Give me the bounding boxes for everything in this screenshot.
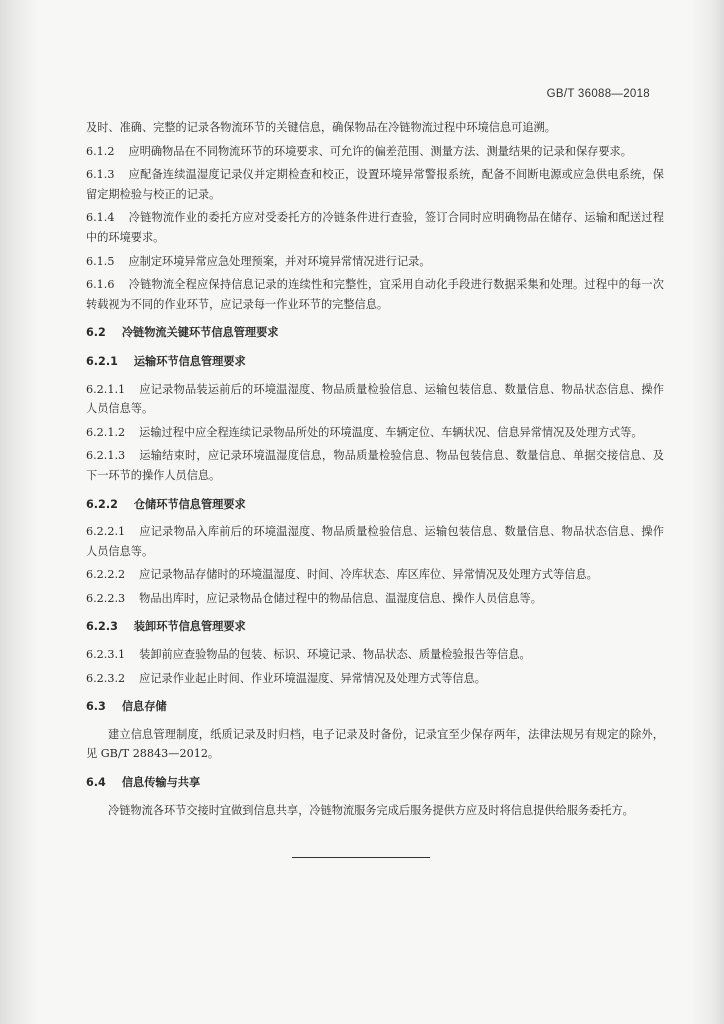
clause-number: 6.1.5 (86, 254, 115, 268)
clause-text: 冷链物流各环节交接时宜做到信息共享，冷链物流服务完成后服务提供方应及时将信息提供给服务委托方。 (108, 803, 634, 817)
clause-number: 6.2.1.2 (86, 425, 126, 439)
clause-text: 及时、准确、完整的记录各物流环节的关键信息，确保物品在冷链物流过程中环境信息可追溯。 (86, 121, 556, 134)
clause-paragraph (86, 645, 664, 665)
clause-text: 建立信息管理制度，纸质记录及时归档，电子记录及时备份，记录宜至少保存两年，法律法规另有规定的除外，见 GB/T 28843—2012。 (86, 727, 664, 761)
section-heading (86, 495, 664, 515)
clause-text: 应记录物品存储时的环境温湿度、时间、冷库状态、库区库位、异常情况及处理方式等信息。 (139, 568, 598, 582)
clause-paragraph (86, 565, 664, 585)
clause-text: 应制定环境异常应急处理预案，并对环境异常情况进行记录。 (128, 254, 431, 268)
clause-text: 应明确物品在不同物流环节的环境要求、可允许的偏差范围、测量方法、测量结果的记录和保存要求。 (128, 144, 632, 158)
section-title: 装卸环节信息管理要求 (133, 620, 246, 634)
clause-text: 冷链物流作业的委托方应对受委托方的冷链条件进行查验，签订合同时应明确物品在储存、运输和配送过程中的环境要求。 (86, 211, 664, 244)
section-heading (86, 697, 664, 717)
end-rule (292, 857, 430, 858)
clause-text: 运输结束时，应记录环境温湿度信息，物品质量检验信息、物品包装信息、数量信息、单据交接信息、及下一环节的操作人员信息。 (86, 449, 664, 482)
section-number: 6.2 (86, 326, 106, 340)
clause-text: 应记录作业起止时间、作业环境温湿度、异常情况及处理方式等信息。 (139, 671, 486, 685)
clause-text: 应记录物品装运前后的环境温湿度、物品质量检验信息、运输包装信息、数量信息、物品状态信息、操作人员信息等。 (86, 382, 664, 416)
section-title: 运输环节信息管理要求 (133, 354, 246, 368)
section-heading (86, 773, 664, 793)
clause-number: 6.2.3.2 (86, 671, 126, 685)
clause-paragraph (86, 589, 664, 609)
document-body (86, 118, 664, 824)
clause-text: 运输过程中应全程连续记录物品所处的环境温度、车辆定位、车辆状况、信息异常情况及处理方式等。 (139, 425, 643, 439)
clause-paragraph (86, 669, 664, 689)
section-title: 信息传输与共享 (121, 776, 201, 790)
clause-text: 应配备连续温湿度记录仪并定期检查和校正，设置环境异常警报系统，配备不间断电源或应急供电系统，保留定期检验与校正的记录。 (86, 168, 664, 201)
clause-number: 6.2.1.3 (86, 449, 126, 463)
section-title: 冷链物流关键环节信息管理要求 (121, 326, 279, 340)
clause-number: 6.1.6 (86, 278, 115, 292)
clause-number: 6.1.4 (86, 211, 115, 225)
clause-text: 冷链物流全程应保持信息记录的连续性和完整性，宜采用自动化手段进行数据采集和处理。过程中的每一次转载视为不同的作业环节，应记录每一作业环节的完整信息。 (86, 278, 664, 311)
clause-number: 6.2.2.3 (86, 591, 126, 605)
clause-text: 物品出库时，应记录物品仓储过程中的物品信息、温湿度信息、操作人员信息等。 (139, 591, 542, 605)
clause-paragraph (86, 522, 664, 561)
clause-paragraph (86, 275, 664, 314)
clause-number: 6.2.2.2 (86, 568, 126, 582)
clause-paragraph (86, 446, 664, 485)
section-number: 6.2.3 (86, 620, 118, 634)
section-number: 6.2.2 (86, 497, 118, 511)
clause-paragraph (86, 165, 664, 204)
clause-paragraph (86, 118, 664, 138)
section-title: 仓储环节信息管理要求 (133, 497, 246, 511)
clause-paragraph (86, 142, 664, 162)
clause-paragraph (86, 380, 664, 419)
clause-number: 6.2.3.1 (86, 648, 126, 662)
section-heading (86, 352, 664, 372)
section-title: 信息存储 (121, 700, 167, 714)
clause-number: 6.1.3 (86, 168, 115, 182)
section-heading (86, 323, 664, 343)
clause-text: 装卸前应查验物品的包装、标识、环境记录、物品状态、质量检验报告等信息。 (139, 648, 531, 662)
clause-paragraph (86, 801, 664, 821)
clause-paragraph (86, 725, 664, 764)
clause-number: 6.2.1.1 (86, 382, 126, 396)
section-number: 6.4 (86, 776, 106, 790)
clause-number: 6.2.2.1 (86, 525, 126, 539)
clause-text: 应记录物品入库前后的环境温湿度、物品质量检验信息、运输包装信息、数量信息、物品状态信息、操作人员信息等。 (86, 525, 664, 558)
clause-paragraph (86, 423, 664, 443)
section-heading (86, 617, 664, 637)
clause-paragraph (86, 252, 664, 272)
section-number: 6.3 (86, 700, 106, 714)
section-number: 6.2.1 (86, 354, 118, 368)
clause-number: 6.1.2 (86, 144, 115, 158)
standard-code: GB/T 36088—2018 (546, 88, 650, 100)
clause-paragraph (86, 208, 664, 247)
